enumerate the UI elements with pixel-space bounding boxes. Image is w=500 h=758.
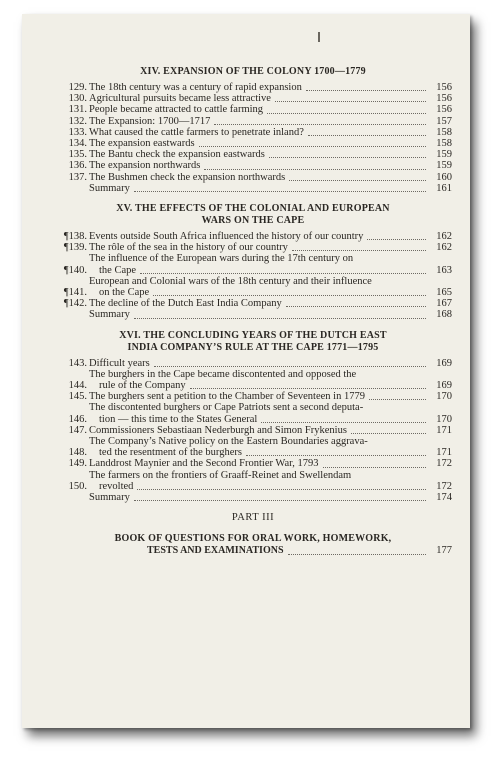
page-number: 161 [436,182,452,194]
entry-title: Summary [89,309,130,321]
entry-continuation [89,380,430,391]
toc-entry [54,183,452,194]
entry-title: The farmers on the frontiers of Graaff-Reinet and Swellendam [89,469,352,481]
dot-leader [134,190,426,192]
page-number: 171 [436,424,452,436]
dot-leader [246,454,426,456]
toc-entry [54,127,452,138]
dot-leader [289,179,426,181]
page-number: 171 [436,447,452,459]
entry-number: ¶139. [63,242,87,254]
entry-number: 148. [68,447,87,459]
entry-body [89,276,430,298]
entry-body [89,82,430,93]
dot-leader [199,145,426,147]
entry-title: What caused the cattle farmers to penetrate inland? [89,126,304,138]
book-heading-line: TESTS AND EXAMINATIONS [147,545,284,557]
dot-leader [369,398,426,400]
entry-number: 135. [68,149,87,161]
section-heading-line: XV. THE EFFECTS OF THE COLONIAL AND EUROPEAN [116,203,390,215]
dot-leader [308,134,426,136]
entry-continuation [89,287,430,298]
entry-body [89,391,430,402]
entry-number: 129. [68,82,87,93]
toc-entry [54,309,452,320]
entry-number: 133. [68,126,87,138]
toc-entry [54,492,452,503]
page-number: 165 [436,287,452,299]
entry-title: The decline of the Dutch East India Company [89,298,282,310]
entry-body [89,116,430,127]
entry-title: People became attracted to cattle farming [89,104,264,116]
entry-title: Commissioners Sebastiaan Nederburgh and Simon Frykenius [89,424,347,436]
section-heading [54,203,452,227]
entry-title: Summary [89,492,130,504]
entry-title: The influence of the European wars during the 17th century on [89,253,354,265]
entry-title-continued: tion — this time to the States General [99,413,258,425]
entry-number: ¶141. [63,287,87,299]
book-entry [54,545,452,557]
toc-entry [54,104,452,115]
dot-leader [153,294,426,296]
page-number: 170 [436,391,452,403]
dot-leader [267,112,426,114]
page-number: 157 [436,115,452,127]
entry-body [89,369,430,391]
entry-title-continued: on the Cape [99,287,150,299]
page-number: 172 [436,480,452,492]
toc-entry [54,82,452,93]
toc-entry [54,253,452,275]
toc-entry [54,358,452,369]
entry-body [89,402,430,424]
entry-body [89,436,430,458]
entry-body [89,458,430,469]
entry-body [89,127,430,138]
toc-entry [54,458,452,469]
entry-body [89,253,430,275]
entry-title: The 18th century was a century of rapid expansion [89,82,302,93]
toc-entry [54,298,452,309]
dot-leader [269,156,426,158]
entry-title: Events outside South Africa influenced the history of our country [89,231,364,243]
entry-number: 130. [68,93,87,105]
page-number: 169 [436,357,452,369]
toc-entry [54,172,452,183]
page-number: 163 [436,264,452,276]
entry-number: ¶142. [63,298,87,310]
page-number: 174 [436,492,452,504]
toc-entry [54,402,452,424]
section-heading-line: XVI. THE CONCLUDING YEARS OF THE DUTCH EAST [119,329,387,341]
page-number: 169 [436,380,452,392]
entry-title: The Expansion: 1700—1717 [89,115,211,127]
section-heading: XIV. EXPANSION OF THE COLONY 1700—1779 [140,66,366,77]
entry-body [89,149,430,160]
toc-entry [54,436,452,458]
entry-number: ¶140. [63,264,87,276]
page-number: 177 [436,545,452,557]
page-number: 162 [436,231,452,243]
entry-number: 147. [68,424,87,436]
section-xvi [54,330,452,504]
entry-number: 149. [68,458,87,470]
section-xv [54,203,452,321]
entry-body [89,231,430,242]
entry-title: Agricultural pursuits became less attractive [89,93,271,105]
toc-entry [54,116,452,127]
entry-title: The expansion eastwards [89,138,195,150]
dot-leader [137,488,426,490]
section-xiv [54,66,452,194]
page-number: 156 [436,104,452,116]
part-title: PART III [231,512,275,524]
dot-leader [261,421,426,423]
entry-title-continued: ted the resentment of the burghers [99,447,242,459]
entry-body [89,298,430,309]
entry-number: 150. [68,480,87,492]
entry-number: 137. [68,171,87,183]
entry-title: The discontented burghers or Cape Patriots sent a second deputa- [89,402,364,414]
page-number: 168 [436,309,452,321]
dot-leader [204,168,426,170]
entry-body [89,309,430,320]
entry-body [89,425,430,436]
entry-body [89,358,430,369]
section-heading-line: WARS ON THE CAPE [201,215,305,227]
page-number: 170 [436,413,452,425]
entry-body [89,93,430,104]
entry-number: 143. [68,357,87,369]
entry-body [89,492,430,503]
dot-leader [214,123,426,125]
entry-body [89,104,430,115]
page-number: 160 [436,171,452,183]
entry-number: 132. [68,115,87,127]
entry-title-continued: revolted [99,480,134,492]
dot-leader [306,89,426,91]
dot-leader [351,432,426,434]
entry-title: Summary [89,182,130,194]
print-mark [318,32,320,42]
dot-leader [134,317,426,319]
entry-continuation [89,447,430,458]
dot-leader [286,305,426,307]
entry-title: The expansion northwards [89,160,201,172]
entry-title: The Bushmen check the expansion northwards [89,171,286,183]
page-number: 158 [436,138,452,150]
toc-entry [54,369,452,391]
page-number: 158 [436,126,452,138]
toc-entry [54,470,452,492]
section-heading-line: INDIA COMPANY’S RULE AT THE CAPE 1771—1795 [127,341,379,353]
entry-title: The burghers in the Cape became discontented and opposed the [89,368,357,380]
dot-leader [134,499,426,501]
toc-entry [54,276,452,298]
toc-entry [54,231,452,242]
toc-entry [54,149,452,160]
entry-body [89,470,430,492]
table-of-contents [54,66,452,557]
entry-title: The burghers sent a petition to the Chamber of Seventeen in 1779 [89,391,365,403]
page-number: 172 [436,458,452,470]
page-number: 156 [436,82,452,93]
dot-leader [154,365,426,367]
toc-entry [54,160,452,171]
dot-leader [292,249,426,251]
toc-entry [54,93,452,104]
dot-leader [140,272,426,274]
entry-number: 145. [68,391,87,403]
page-number: 167 [436,298,452,310]
section-heading [54,330,452,354]
entry-title: The rôle of the sea in the history of our country [89,242,288,254]
entry-body [89,242,430,253]
page-number: 156 [436,93,452,105]
entry-number: 136. [68,160,87,172]
dot-leader [288,553,426,555]
toc-entry [54,242,452,253]
entry-number: ¶138. [63,231,87,243]
page-number: 159 [436,149,452,161]
page-sheet [22,14,470,728]
entry-title: The Bantu check the expansion eastwards [89,149,265,161]
entry-title-continued: the Cape [99,264,137,276]
entry-title: European and Colonial wars of the 18th century and their influence [89,275,372,287]
entry-title: Landdrost Maynier and the Second Frontier War, 1793 [89,458,319,470]
dot-leader [190,387,426,389]
entry-body [89,138,430,149]
entry-number: 146. [68,413,87,425]
entry-body [89,183,430,194]
entry-number: 144. [68,380,87,392]
entry-title: Difficult years [89,357,150,369]
toc-entry [54,391,452,402]
page-number: 159 [436,160,452,172]
book-heading-line: BOOK OF QUESTIONS FOR ORAL WORK, HOMEWORK, [114,533,392,545]
entry-title-continued: rule of the Company [99,380,186,392]
toc-entry [54,425,452,436]
entry-continuation [89,265,430,276]
entry-number: 134. [68,138,87,150]
entry-body [89,160,430,171]
dot-leader [275,100,426,102]
dot-leader [323,466,427,468]
entry-number: 131. [68,104,87,116]
toc-entry [54,138,452,149]
entry-continuation [89,481,430,492]
entry-continuation [89,414,430,425]
dot-leader [367,238,426,240]
entry-body [89,172,430,183]
page-number: 162 [436,242,452,254]
entry-title: The Company’s Native policy on the Eastern Boundaries aggrava- [89,436,368,448]
